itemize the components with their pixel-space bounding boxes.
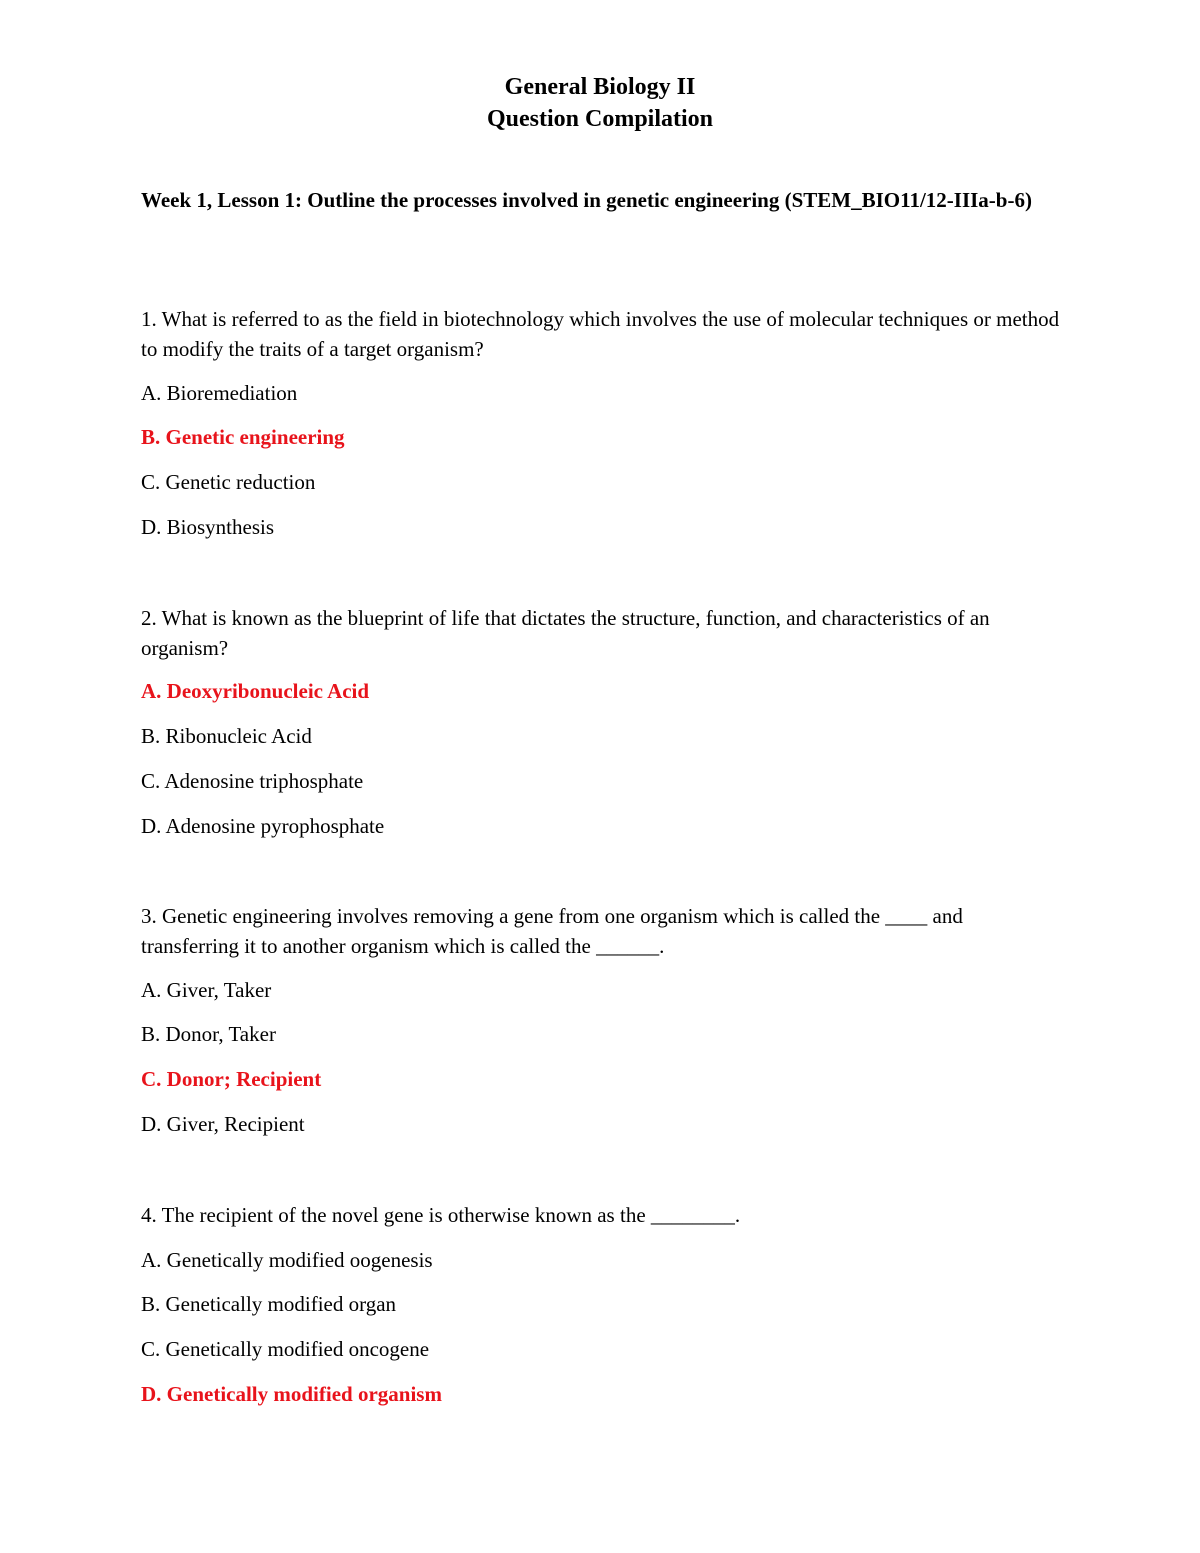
- question-2-option-c: C. Adenosine triphosphate: [141, 769, 364, 793]
- document-subtitle: Question Compilation: [486, 106, 714, 132]
- question-1-option-d: D. Biosynthesis: [141, 515, 275, 539]
- question-1-option-a: A. Bioremediation: [141, 381, 298, 405]
- question-3-option-d: D. Giver, Recipient: [141, 1112, 305, 1136]
- question-4-option-a: A. Genetically modified oogenesis: [141, 1248, 433, 1272]
- question-4-text: 4. The recipient of the novel gene is otherwise known as the ________.: [141, 1203, 741, 1227]
- question-3-text: 3. Genetic engineering involves removing a gene from one organism which is called the ____ and transferring it to another organism which is called the ______.: [141, 904, 963, 958]
- question-4-option-b: B. Genetically modified organ: [141, 1292, 397, 1316]
- question-1-option-b: B. Genetic engineering: [141, 425, 345, 449]
- lesson-heading: Week 1, Lesson 1: Outline the processes involved in genetic engineering (STEM_BIO11/12-IIIa-b-6): [141, 188, 1032, 212]
- question-3-option-c: C. Donor; Recipient: [141, 1067, 322, 1091]
- question-1-option-c: C. Genetic reduction: [141, 470, 316, 494]
- question-2-option-b: B. Ribonucleic Acid: [141, 724, 312, 748]
- question-4-option-c: C. Genetically modified oncogene: [141, 1337, 430, 1361]
- question-2-option-d: D. Adenosine pyrophosphate: [141, 814, 385, 838]
- question-4-option-d: D. Genetically modified organism: [141, 1382, 442, 1406]
- question-3-option-b: B. Donor, Taker: [141, 1022, 276, 1046]
- question-2-option-a: A. Deoxyribonucleic Acid: [141, 679, 370, 703]
- question-3-option-a: A. Giver, Taker: [141, 978, 272, 1002]
- question-1-text: 1. What is referred to as the field in biotechnology which involves the use of molecular techniques or method to modify the traits of a target organism?: [141, 307, 1060, 361]
- question-2-text: 2. What is known as the blueprint of life that dictates the structure, function, and characteristics of an organism?: [141, 606, 990, 660]
- document-title: General Biology II: [504, 74, 696, 100]
